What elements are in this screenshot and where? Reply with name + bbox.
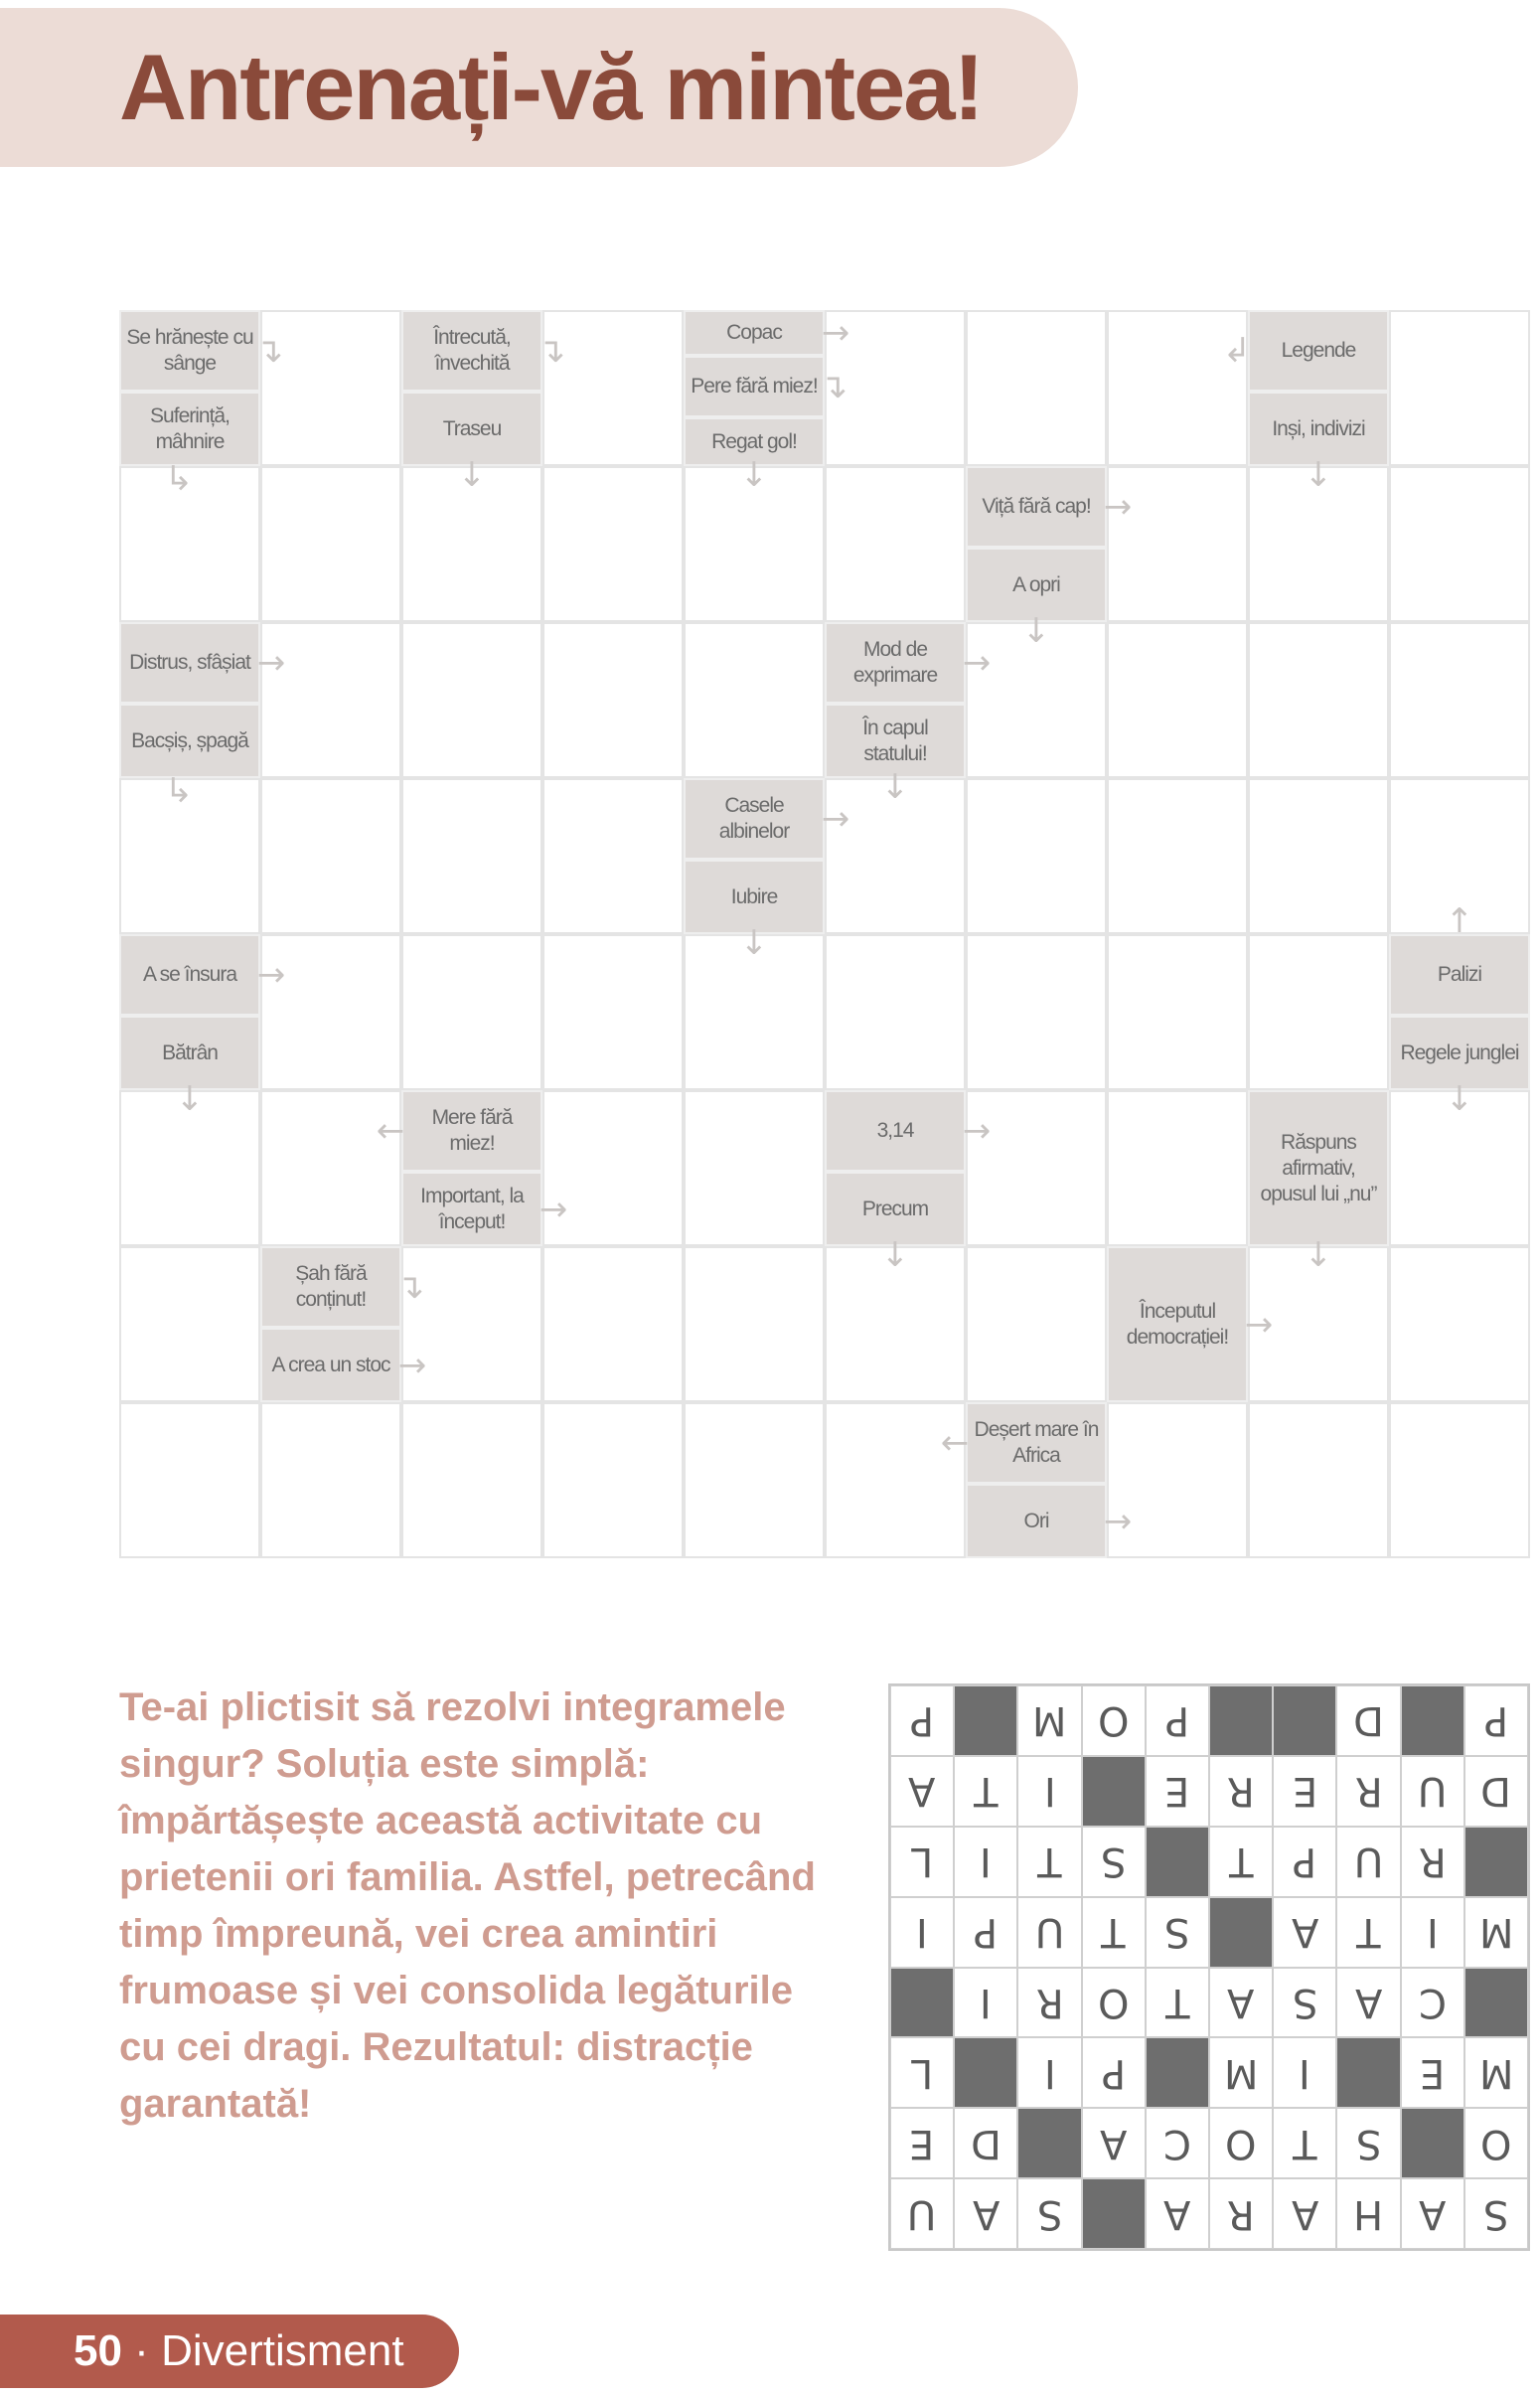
solution-letter: R <box>1227 2190 1255 2237</box>
solution-letter: S <box>1100 1838 1127 1885</box>
crossword-cell[interactable] <box>1389 1246 1530 1402</box>
clue-arrow-icon: ↓ <box>739 923 769 963</box>
solution-black-cell <box>1464 1968 1528 2038</box>
clue-arrow-icon: ↓ <box>1304 455 1333 495</box>
solution-cell <box>1336 1897 1400 1968</box>
section-name: Divertisment <box>161 2326 404 2375</box>
crossword-clue: Răspuns afirmativ, opusul lui „nu” <box>1248 1090 1389 1246</box>
solution-cell <box>1146 2108 1209 2178</box>
clue-arrow-icon: → <box>1244 1304 1274 1345</box>
crossword-cell[interactable] <box>401 1402 542 1558</box>
solution-cell <box>1336 2178 1400 2249</box>
solution-letter: I <box>1299 2049 1311 2096</box>
clue-arrow-icon: ↴ <box>819 367 848 406</box>
solution-letter: S <box>1355 2120 1382 2166</box>
solution-cell <box>1082 1968 1146 2038</box>
clue-arrow-icon: → <box>256 955 286 995</box>
crossword-clue: Regat gol! <box>684 417 825 466</box>
solution-cell <box>1336 1685 1400 1756</box>
solution-letter: T <box>1293 2120 1317 2166</box>
page-title: Antrenați-vă mintea! <box>119 35 983 139</box>
solution-letter: P <box>910 1697 935 1744</box>
crossword-clue: A crea un stoc <box>260 1328 401 1402</box>
crossword-cell[interactable] <box>966 310 1107 466</box>
solution-cell <box>954 2178 1017 2249</box>
solution-cell <box>954 2108 1017 2178</box>
solution-letter: A <box>972 2190 1000 2237</box>
solution-letter: E <box>1292 1768 1317 1815</box>
crossword-cell[interactable] <box>1389 1402 1530 1558</box>
solution-cell <box>1464 2178 1528 2249</box>
solution-cell <box>890 1685 954 1756</box>
solution-letter: C <box>1418 1979 1447 2025</box>
solution-cell <box>1401 1897 1464 1968</box>
crossword-cell[interactable] <box>1248 934 1389 1090</box>
crossword-cell[interactable] <box>1389 310 1530 466</box>
crossword-clue: Casele albinelor <box>684 778 825 860</box>
solution-letter: S <box>1164 1909 1190 1956</box>
solution-letter: C <box>1162 2120 1191 2166</box>
crossword-cell[interactable] <box>542 1246 684 1402</box>
solution-black-cell <box>890 1968 954 2038</box>
crossword-clue: Regele junglei <box>1389 1016 1530 1090</box>
solution-letter: P <box>1101 2049 1126 2096</box>
solution-black-cell <box>1146 2037 1209 2108</box>
solution-letter: U <box>907 2190 937 2237</box>
crossword-clue: Viță fără cap! <box>966 466 1107 548</box>
solution-black-cell <box>1017 2108 1081 2178</box>
clue-arrow-icon: ↴ <box>395 1267 425 1307</box>
clue-arrow-icon: → <box>962 1111 992 1151</box>
clue-arrow-icon: ↳ <box>164 771 194 811</box>
crossword-cell[interactable] <box>119 1246 260 1402</box>
solution-cell <box>954 1756 1017 1827</box>
clue-arrow-icon: → <box>1103 487 1133 527</box>
solution-letter: I <box>980 1979 993 2025</box>
crossword-clue: Inși, indivizi <box>1248 392 1389 466</box>
crossword-clue: Iubire <box>684 860 825 934</box>
crossword-cell[interactable] <box>401 934 542 1090</box>
crossword-cell[interactable] <box>260 778 401 934</box>
solution-letter: M <box>1478 2049 1514 2096</box>
crossword-cell[interactable] <box>684 1090 825 1246</box>
solution-cell <box>1336 1827 1400 1897</box>
clue-arrow-icon: ↓ <box>457 455 487 495</box>
solution-letter: D <box>1353 1697 1384 1744</box>
crossword-cell[interactable] <box>1107 934 1248 1090</box>
clue-arrow-icon: ← <box>376 1111 405 1151</box>
clue-arrow-icon: ↓ <box>1304 1235 1333 1275</box>
solution-cell <box>1464 1897 1528 1968</box>
solution-letter: D <box>1480 1768 1512 1815</box>
solution-letter: T <box>1101 1909 1126 1956</box>
clue-arrow-icon: ↓ <box>880 767 910 807</box>
solution-cell <box>1082 1685 1146 1756</box>
clue-arrow-icon: → <box>1103 1501 1133 1541</box>
crossword-clue: A se însura <box>119 934 260 1016</box>
solution-letter: O <box>1225 2120 1257 2166</box>
crossword-clue: Ori <box>966 1484 1107 1558</box>
solution-cell <box>1082 2037 1146 2108</box>
solution-cell <box>890 1827 954 1897</box>
solution-cell <box>1401 1827 1464 1897</box>
crossword-clue: Se hrănește cu sânge <box>119 310 260 392</box>
clue-arrow-icon: → <box>821 799 850 839</box>
crossword-cell[interactable] <box>260 1402 401 1558</box>
solution-letter: A <box>1419 2190 1447 2237</box>
solution-cell <box>1146 1897 1209 1968</box>
solution-letter: I <box>1043 2049 1056 2096</box>
solution-cell <box>1017 1827 1081 1897</box>
solution-cell <box>1017 2178 1081 2249</box>
solution-letter: P <box>1293 1838 1317 1885</box>
solution-cell <box>890 1756 954 1827</box>
solution-cell <box>1017 1897 1081 1968</box>
footer-band <box>0 2315 459 2388</box>
solution-cell <box>1336 1968 1400 2038</box>
solution-letter: R <box>1035 1979 1064 2025</box>
solution-cell <box>1017 1685 1081 1756</box>
solution-cell <box>1209 1827 1273 1897</box>
clue-arrow-icon: ↓ <box>175 1079 205 1119</box>
solution-letter: O <box>1097 1979 1130 2025</box>
page-number: 50 <box>74 2326 122 2375</box>
crossword-cell[interactable] <box>542 1402 684 1558</box>
solution-letter: M <box>1223 2049 1259 2096</box>
solution-black-cell <box>1209 1685 1273 1756</box>
solution-cell <box>890 2178 954 2249</box>
solution-black-cell <box>1464 1827 1528 1897</box>
solution-cell <box>1464 2037 1528 2108</box>
solution-black-cell <box>1146 1827 1209 1897</box>
crossword-cell[interactable] <box>684 622 825 778</box>
crossword-cell[interactable] <box>542 934 684 1090</box>
solution-letter: U <box>1034 1909 1065 1956</box>
crossword-clue: Important, la început! <box>401 1172 542 1246</box>
solution-letter: A <box>1291 1909 1318 1956</box>
crossword-cell[interactable] <box>260 466 401 622</box>
solution-letter: A <box>908 1768 936 1815</box>
footer-separator: · <box>121 2326 162 2375</box>
crossword-clue: Legende <box>1248 310 1389 392</box>
solution-letter: T <box>1356 1909 1381 1956</box>
crossword-cell[interactable] <box>1107 1090 1248 1246</box>
solution-cell <box>1273 2037 1336 2108</box>
solution-cell <box>1273 2108 1336 2178</box>
crossword-clue: În capul statului! <box>825 704 966 778</box>
solution-black-cell <box>954 1685 1017 1756</box>
solution-letter: T <box>1037 1838 1062 1885</box>
crossword-clue: 3,14 <box>825 1090 966 1172</box>
solution-letter: P <box>1164 1697 1189 1744</box>
solution-cell <box>1273 1968 1336 2038</box>
solution-letter: I <box>1426 1909 1439 1956</box>
solution-cell <box>1464 2108 1528 2178</box>
intro-paragraph: Te-ai plictisit să rezolvi integramele singur? Soluția este simplă: împărtășește această activitate cu prietenii ori familia. Astfel, petrecând timp împreună, vei crea amintiri frumoase și vei consolida legăturile cu cei dragi. Rezultatul: distracție garantată! <box>119 1685 816 2126</box>
solution-cell <box>1273 1756 1336 1827</box>
solution-cell <box>954 1897 1017 1968</box>
solution-letter: A <box>1100 2120 1128 2166</box>
clue-arrow-icon: → <box>821 313 850 353</box>
clue-arrow-icon: ↲ <box>1222 331 1252 371</box>
solution-letter: P <box>974 1909 999 1956</box>
crossword-cell[interactable] <box>1107 622 1248 778</box>
clue-arrow-icon: ↓ <box>880 1235 910 1275</box>
solution-black-cell <box>1336 2037 1400 2108</box>
crossword-cell[interactable] <box>1248 622 1389 778</box>
solution-letter: A <box>1163 2190 1191 2237</box>
crossword-cell[interactable] <box>1389 466 1530 622</box>
solution-cell <box>890 2037 954 2108</box>
crossword-cell[interactable] <box>1107 778 1248 934</box>
solution-cell <box>1401 2178 1464 2249</box>
solution-black-cell <box>1082 1756 1146 1827</box>
solution-letter: I <box>1043 1768 1056 1815</box>
solution-cell <box>890 1897 954 1968</box>
clue-arrow-icon: → <box>962 643 992 683</box>
solution-cell <box>1146 1968 1209 2038</box>
solution-cell <box>1017 2037 1081 2108</box>
solution-letter: T <box>1164 1979 1190 2025</box>
crossword-cell[interactable] <box>119 1402 260 1558</box>
crossword-clue: Suferință, mâhnire <box>119 392 260 466</box>
solution-cell <box>1017 1756 1081 1827</box>
solution-cell <box>1082 1897 1146 1968</box>
solution-letter: L <box>910 2049 934 2096</box>
crossword-clue: Mod de exprimare <box>825 622 966 704</box>
solution-cell <box>1146 1685 1209 1756</box>
crossword-cell[interactable] <box>401 622 542 778</box>
footer-label <box>74 2326 404 2376</box>
crossword-clue: Începutul democrației! <box>1107 1246 1248 1402</box>
crossword-clue: Bacșiș, șpagă <box>119 704 260 778</box>
solution-black-cell <box>1082 2178 1146 2249</box>
crossword-clue: A opri <box>966 548 1107 622</box>
solution-black-cell <box>1209 1897 1273 1968</box>
solution-cell <box>1273 1827 1336 1897</box>
solution-cell <box>1273 2178 1336 2249</box>
crossword-cell[interactable] <box>966 934 1107 1090</box>
crossword-cell[interactable] <box>1389 622 1530 778</box>
crossword-clue: Palizi <box>1389 934 1530 1016</box>
solution-letter: U <box>1353 1838 1384 1885</box>
clue-arrow-icon: → <box>397 1345 427 1385</box>
solution-cell <box>1336 2108 1400 2178</box>
crossword-clue: Șah fără conținut! <box>260 1246 401 1328</box>
crossword-cell[interactable] <box>825 466 966 622</box>
clue-arrow-icon: ↓ <box>739 455 769 495</box>
solution-black-cell <box>954 2037 1017 2108</box>
solution-letter: S <box>1292 1979 1317 2025</box>
solution-letter: E <box>1164 1768 1190 1815</box>
solution-letter: A <box>1354 1979 1383 2025</box>
crossword-cell[interactable] <box>401 778 542 934</box>
solution-cell <box>1082 2108 1146 2178</box>
solution-cell <box>1336 1756 1400 1827</box>
crossword-clue: Copac <box>684 310 825 356</box>
crossword-cell[interactable] <box>1248 1402 1389 1558</box>
solution-cell <box>890 2108 954 2178</box>
crossword-cell[interactable] <box>542 778 684 934</box>
solution-letter: T <box>1228 1838 1254 1885</box>
solution-letter: U <box>1418 1768 1448 1815</box>
solution-letter: T <box>974 1768 999 1815</box>
clue-arrow-icon: ↓ <box>1445 1079 1474 1119</box>
solution-cell <box>1209 1968 1273 2038</box>
crossword-cell[interactable] <box>542 466 684 622</box>
solution-letter: M <box>1478 1909 1514 1956</box>
crossword-grid <box>119 310 1530 1558</box>
crossword-clue: Bătrân <box>119 1016 260 1090</box>
crossword-cell[interactable] <box>825 934 966 1090</box>
crossword-cell[interactable] <box>684 1402 825 1558</box>
solution-letter: R <box>1354 1768 1383 1815</box>
clue-arrow-icon: ↴ <box>254 331 284 371</box>
crossword-clue: Precum <box>825 1172 966 1246</box>
solution-cell <box>1017 1968 1081 2038</box>
solution-letter: H <box>1353 2190 1384 2237</box>
solution-letter: D <box>970 2120 1001 2166</box>
solution-cell <box>1401 1756 1464 1827</box>
solution-letter: O <box>1480 2120 1512 2166</box>
clue-arrow-icon: ↳ <box>164 459 194 499</box>
solution-letter: S <box>1036 2190 1063 2237</box>
solution-cell <box>1209 1756 1273 1827</box>
clue-arrow-icon: ↴ <box>537 331 566 371</box>
solution-black-cell <box>1401 1685 1464 1756</box>
solution-cell <box>1146 2178 1209 2249</box>
solution-grid <box>888 1683 1530 2251</box>
solution-cell <box>1209 2178 1273 2249</box>
crossword-cell[interactable] <box>542 622 684 778</box>
solution-cell <box>1209 2108 1273 2178</box>
clue-arrow-icon: ↑ <box>1445 901 1474 941</box>
clue-arrow-icon: ← <box>940 1423 970 1463</box>
solution-letter: E <box>1420 2049 1446 2096</box>
crossword-cell[interactable] <box>966 1246 1107 1402</box>
solution-cell <box>1273 1897 1336 1968</box>
solution-letter: M <box>1032 1697 1067 1744</box>
crossword-clue: Traseu <box>401 392 542 466</box>
solution-cell <box>1082 1827 1146 1897</box>
solution-letter: O <box>1097 1697 1130 1744</box>
solution-letter: P <box>1483 1697 1508 1744</box>
crossword-clue: Mere fără miez! <box>401 1090 542 1172</box>
solution-cell <box>954 1827 1017 1897</box>
crossword-cell[interactable] <box>1248 778 1389 934</box>
clue-arrow-icon: → <box>256 643 286 683</box>
solution-black-cell <box>1273 1685 1336 1756</box>
solution-letter: S <box>1483 2190 1509 2237</box>
crossword-clue: Pere fără miez! <box>684 356 825 417</box>
crossword-cell[interactable] <box>684 1246 825 1402</box>
solution-cell <box>1464 1685 1528 1756</box>
crossword-clue: Deșert mare în Africa <box>966 1402 1107 1484</box>
solution-black-cell <box>1401 2108 1464 2178</box>
crossword-clue: Distrus, sfâșiat <box>119 622 260 704</box>
solution-letter: I <box>916 1909 928 1956</box>
crossword-clue: Întrecută, învechită <box>401 310 542 392</box>
solution-letter: R <box>1418 1838 1447 1885</box>
solution-cell <box>954 1968 1017 2038</box>
solution-letter: E <box>909 2120 935 2166</box>
solution-letter: A <box>1291 2190 1318 2237</box>
solution-cell <box>1209 2037 1273 2108</box>
solution-cell <box>1401 2037 1464 2108</box>
solution-letter: L <box>910 1838 934 1885</box>
solution-cell <box>1464 1756 1528 1827</box>
solution-cell <box>1401 1968 1464 2038</box>
crossword-cell[interactable] <box>966 778 1107 934</box>
clue-arrow-icon: → <box>539 1189 568 1229</box>
solution-letter: I <box>980 1838 993 1885</box>
solution-cell <box>1146 1756 1209 1827</box>
clue-arrow-icon: ↓ <box>1021 611 1051 651</box>
solution-letter: A <box>1227 1979 1255 2025</box>
solution-letter: R <box>1227 1768 1255 1815</box>
